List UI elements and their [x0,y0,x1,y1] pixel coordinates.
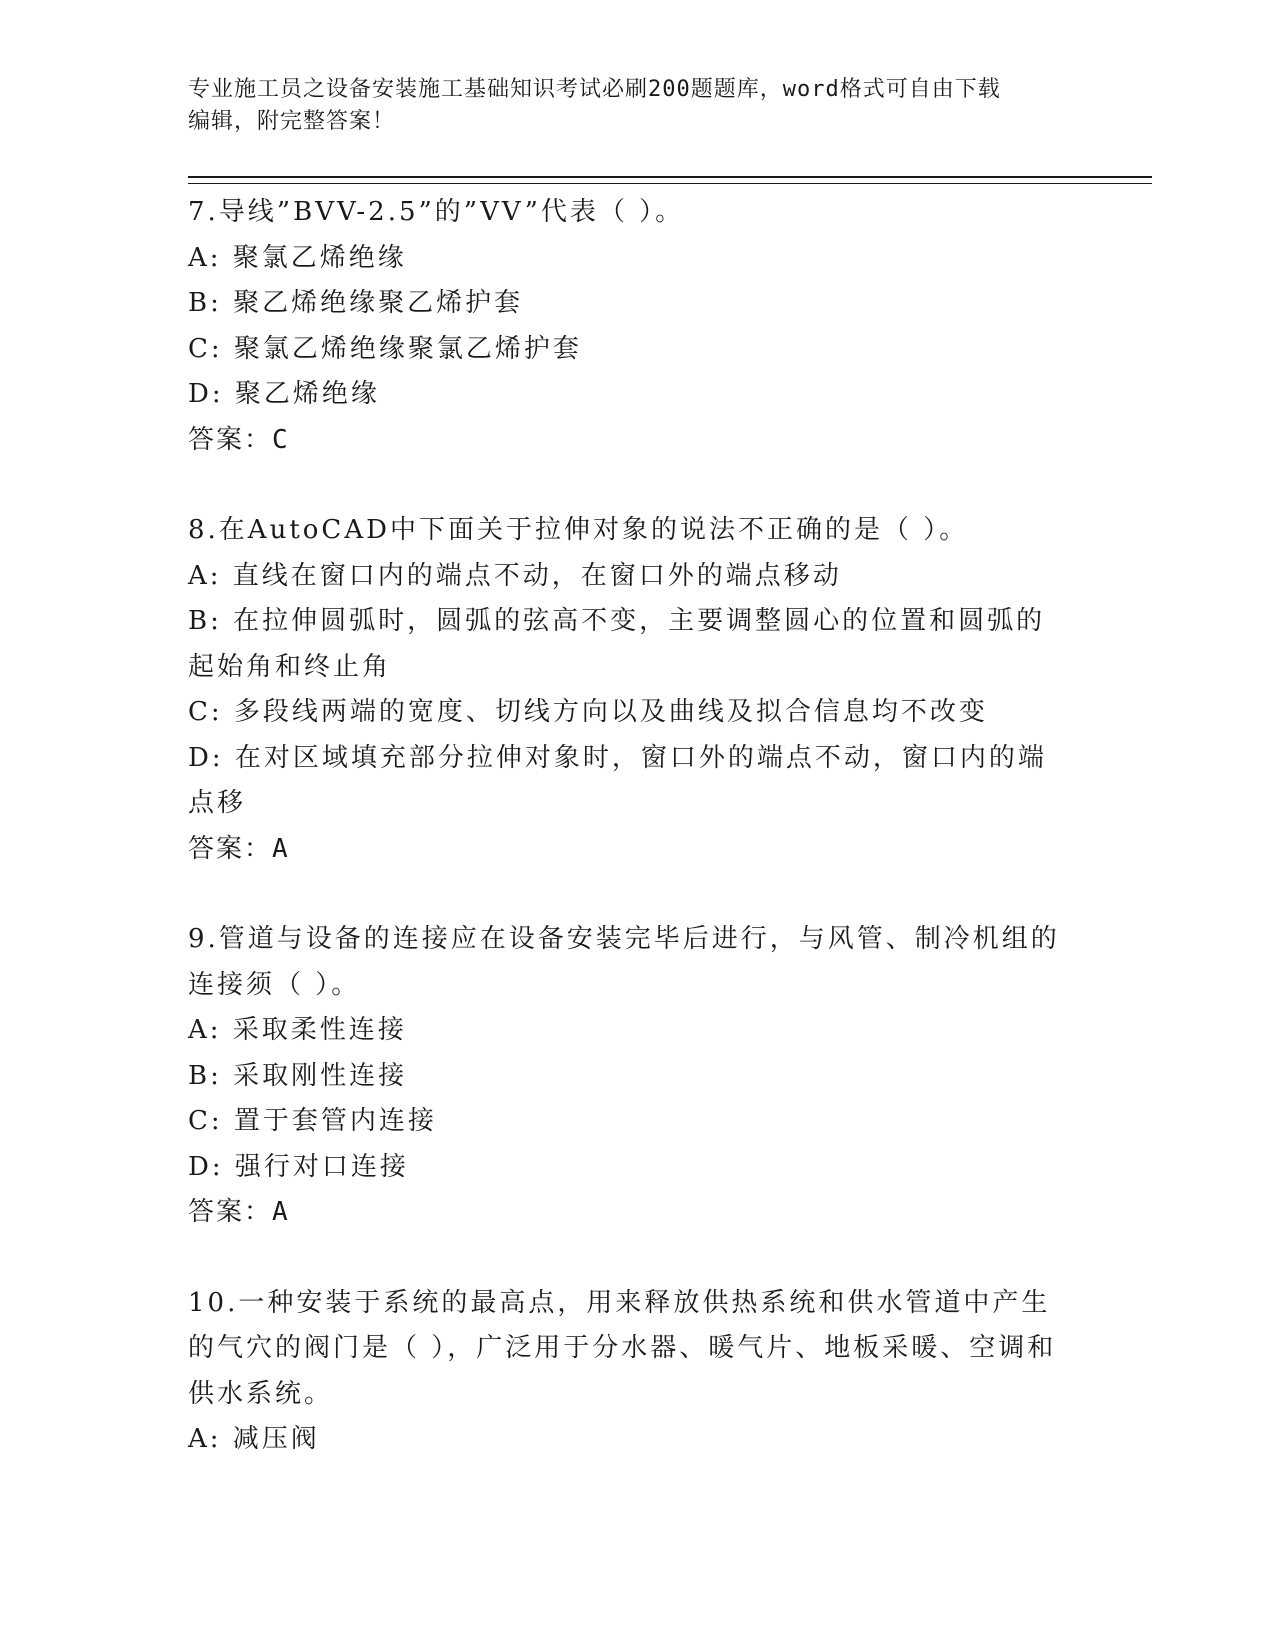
answer-label: 答案：A [188,833,290,864]
header-line-1: 专业施工员之设备安装施工基础知识考试必刷200题题库，word格式可自由下载 [188,77,1001,102]
question-stem: 8.在AutoCAD中下面关于拉伸对象的说法不正确的是（ ）。 [188,515,969,545]
header-divider-thin [188,183,1152,184]
option-c: C: 置于套管内连接 [188,1106,437,1136]
answer-label: 答案：A [188,1197,290,1227]
header-line-2: 编辑，附完整答案！ [188,109,396,134]
answer-label: 答案：C [188,424,290,455]
option-a: A: 采取柔性连接 [188,1015,407,1045]
question-stem: 10.一种安装于系统的最高点，用来释放供热系统和供水管道中产生的气穴的阀门是（ ），广泛用于分水器、暖气片、地板采暖、空调和供水系统。 [188,1287,1057,1409]
header-divider-thick [188,176,1152,178]
option-b: B: 采取刚性连接 [188,1060,408,1091]
option-a: A: 聚氯乙烯绝缘 [188,242,407,273]
option-a: A: 减压阀 [188,1424,320,1454]
option-d: D: 在对区域填充部分拉伸对象时，窗口外的端点不动，窗口内的端点移 [188,742,1047,818]
question-10 [188,1281,1068,1463]
question-8 [188,508,1068,872]
question-9 [188,917,1068,1236]
option-b: B: 在拉伸圆弧时，圆弧的弦高不变，主要调整圆心的位置和圆弧的起始角和终止角 [188,606,1046,682]
option-c: C: 聚氯乙烯绝缘聚氯乙烯护套 [188,333,582,364]
option-d: D: 强行对口连接 [188,1151,409,1182]
option-d: D: 聚乙烯绝缘 [188,379,380,409]
question-list [188,190,1068,1463]
option-b: B: 聚乙烯绝缘聚乙烯护套 [188,288,524,318]
option-c: C: 多段线两端的宽度、切线方向以及曲线及拟合信息均不改变 [188,697,988,727]
question-stem: 9.管道与设备的连接应在设备安装完毕后进行，与风管、制冷机组的连接须（ ）。 [188,924,1060,1000]
document-header [188,74,1068,138]
option-a: A: 直线在窗口内的端点不动，在窗口外的端点移动 [188,560,842,591]
question-stem: 7.导线”BVV-2.5”的”VV”代表（ ）。 [188,197,685,227]
question-7 [188,190,1068,463]
